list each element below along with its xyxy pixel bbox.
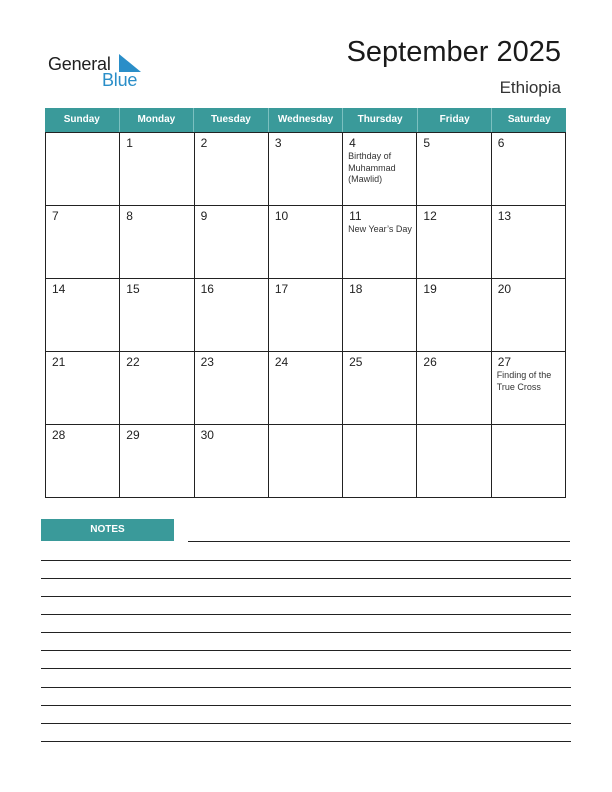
- day-number: 17: [274, 282, 289, 296]
- day-number: 22: [126, 355, 140, 369]
- day-number: 5: [423, 136, 431, 150]
- day-cell: [195, 133, 269, 206]
- weekday-thursday: Thursday: [343, 108, 418, 132]
- day-number: 16: [200, 282, 214, 296]
- notes-line: [41, 632, 571, 633]
- day-cell: [46, 206, 120, 279]
- day-number: 18: [349, 282, 363, 296]
- day-cell: [343, 279, 417, 352]
- day-number: 24: [274, 355, 289, 369]
- holiday-label: New Year’s Day: [348, 224, 412, 234]
- weekday-sunday: Sunday: [45, 108, 120, 132]
- day-cell: [120, 352, 194, 425]
- country-label: Ethiopia: [499, 78, 561, 97]
- day-number: 27: [497, 355, 512, 369]
- notes-line: [41, 668, 571, 669]
- weekday-monday: Monday: [120, 108, 195, 132]
- day-cell: [269, 133, 343, 206]
- day-cell: [417, 279, 491, 352]
- day-cell: [195, 206, 269, 279]
- day-cell: [417, 425, 491, 498]
- holiday-label: Birthday of Muhammad (Mawlid): [348, 151, 396, 184]
- day-cell: [46, 279, 120, 352]
- notes-line: [41, 560, 571, 561]
- day-cell: [492, 352, 566, 425]
- day-cell: [492, 279, 566, 352]
- week-row: [46, 206, 566, 279]
- day-number: 2: [200, 136, 208, 150]
- day-number: 14: [52, 282, 66, 296]
- day-number: 3: [274, 136, 282, 150]
- day-number: 1: [126, 136, 133, 150]
- notes-line: [41, 723, 571, 724]
- notes-line: [41, 687, 571, 688]
- week-row: [46, 133, 566, 206]
- day-cell: [343, 425, 417, 498]
- day-number: 19: [423, 282, 437, 296]
- page-title: September 2025: [346, 36, 561, 68]
- week-row: [46, 425, 566, 498]
- day-number: 13: [497, 209, 512, 223]
- brand-word-blue: Blue: [102, 70, 138, 90]
- day-cell: [269, 279, 343, 352]
- notes-line: [41, 578, 571, 579]
- day-cell: [46, 352, 120, 425]
- weekday-header: [45, 108, 566, 132]
- day-number: 26: [423, 355, 437, 369]
- day-cell: [492, 206, 566, 279]
- day-cell: [417, 206, 491, 279]
- day-number: 28: [52, 428, 66, 442]
- day-number: 9: [200, 209, 208, 223]
- day-cell: [343, 133, 417, 206]
- day-cell: [343, 206, 417, 279]
- day-cell: [417, 133, 491, 206]
- day-cell: [269, 352, 343, 425]
- weekday-tuesday: Tuesday: [194, 108, 269, 132]
- week-row: [46, 279, 566, 352]
- day-number: 15: [126, 282, 140, 296]
- day-number: 25: [349, 355, 363, 369]
- brand-word-general: General: [48, 54, 111, 74]
- day-number: 20: [497, 282, 512, 296]
- notes-line: [41, 741, 571, 742]
- day-number: 8: [126, 209, 133, 223]
- day-cell: [120, 206, 194, 279]
- calendar-grid: [45, 132, 566, 498]
- day-number: 30: [200, 428, 214, 442]
- day-number: 4: [349, 136, 356, 150]
- day-cell: [120, 133, 194, 206]
- day-cell: [120, 425, 194, 498]
- notes-line: [41, 705, 571, 706]
- weekday-friday: Friday: [418, 108, 493, 132]
- day-cell: [120, 279, 194, 352]
- holiday-label: Finding of the True Cross: [496, 370, 552, 392]
- day-number: 7: [52, 209, 59, 223]
- day-cell: [46, 425, 120, 498]
- day-number: 12: [423, 209, 437, 223]
- day-number: 23: [200, 355, 214, 369]
- day-cell: [46, 133, 120, 206]
- day-cell: [417, 352, 491, 425]
- day-number: 11: [349, 209, 362, 223]
- day-number: 21: [52, 355, 66, 369]
- day-cell: [492, 425, 566, 498]
- day-number: 6: [497, 136, 505, 150]
- day-cell: [195, 425, 269, 498]
- brand-logo: [48, 52, 148, 92]
- week-row: [46, 352, 566, 425]
- day-cell: [195, 279, 269, 352]
- calendar: [45, 108, 566, 498]
- notes-line: [41, 596, 571, 597]
- notes-line: [188, 541, 570, 542]
- weekday-saturday: Saturday: [507, 114, 551, 125]
- day-cell: [269, 425, 343, 498]
- notes-line: [41, 614, 571, 615]
- day-cell: [492, 133, 566, 206]
- day-number: 29: [126, 428, 140, 442]
- weekday-wednesday: Wednesday: [269, 108, 344, 132]
- day-cell: [343, 352, 417, 425]
- day-cell: [269, 206, 343, 279]
- notes-line: [41, 650, 571, 651]
- notes-heading: NOTES: [41, 519, 174, 541]
- day-number: 10: [274, 209, 289, 223]
- day-cell: [195, 352, 269, 425]
